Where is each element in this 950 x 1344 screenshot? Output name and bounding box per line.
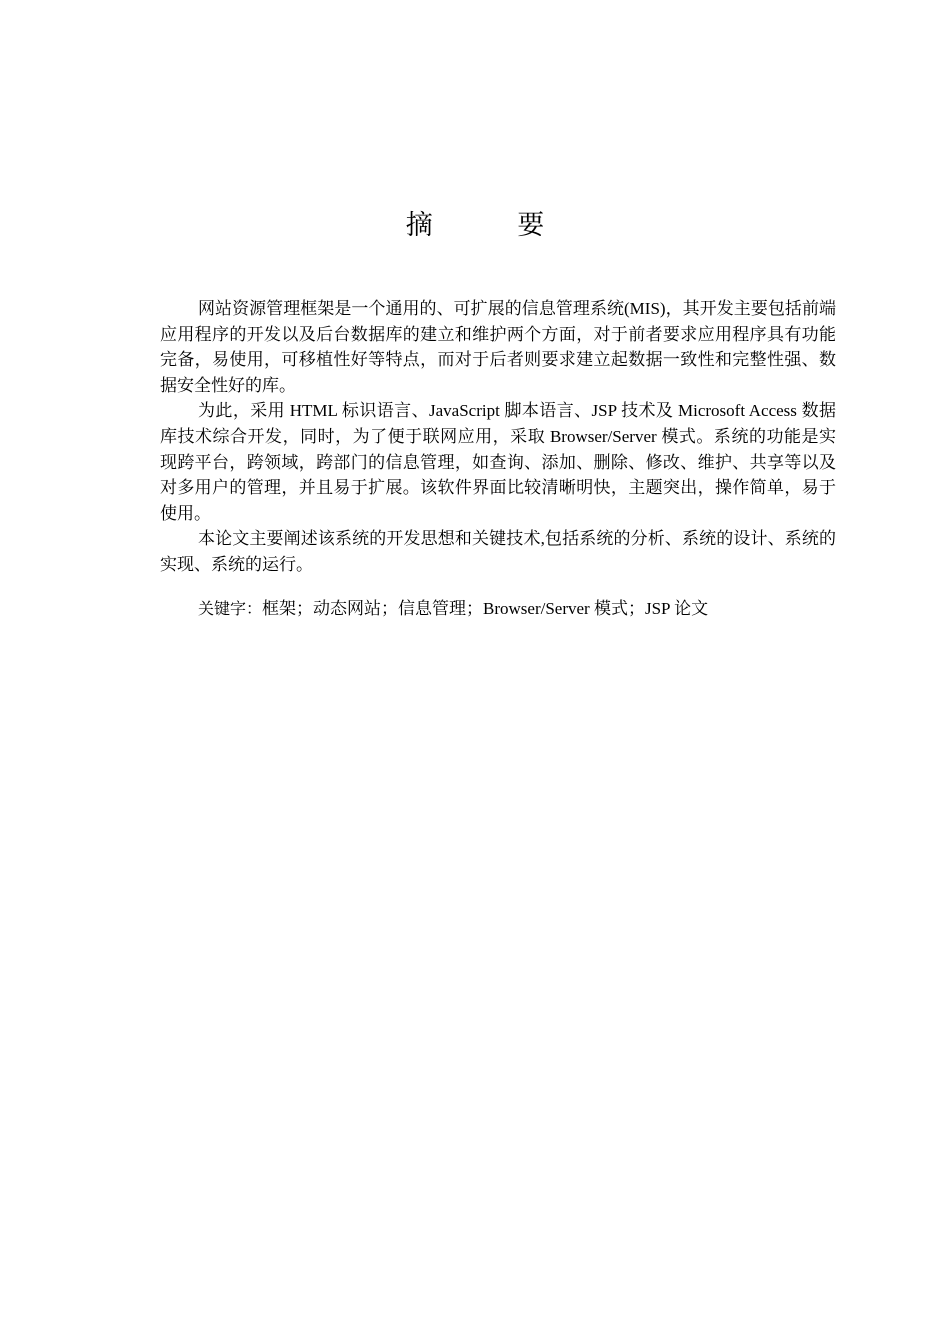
keywords-line bbox=[198, 596, 858, 622]
abstract-body bbox=[160, 296, 836, 578]
keywords-label: 关键字： bbox=[198, 599, 263, 618]
keywords-text: 框架；动态网站；信息管理；Browser/Server 模式；JSP 论文 bbox=[262, 599, 709, 618]
abstract-paragraph-2: 为此，采用 HTML 标识语言、JavaScript 脚本语言、JSP 技术及 Microsoft Access 数据库技术综合开发，同时，为了便于联网应用，采取 Browser/Server 模式。系统的功能是实现跨平台，跨领域，跨部门的信息管理，如查询、添加、删除、修改、维护、共享等以及对多用户的管理，并且易于扩展。该软件界面比较清晰明快，主题突出，操作简单，易于使用。 bbox=[160, 401, 836, 523]
abstract-paragraph-1: 网站资源管理框架是一个通用的、可扩展的信息管理系统(MIS)，其开发主要包括前端应用程序的开发以及后台数据库的建立和维护两个方面，对于前者要求应用程序具有功能完备，易使用，可移植性好等特点，而对于后者则要求建立起数据一致性和完整性强、数据安全性好的库。 bbox=[160, 299, 836, 395]
abstract-paragraph-3: 本论文主要阐述该系统的开发思想和关键技术,包括系统的分析、系统的设计、系统的实现、系统的运行。 bbox=[160, 529, 836, 574]
page-title: 摘 要 bbox=[405, 210, 583, 241]
